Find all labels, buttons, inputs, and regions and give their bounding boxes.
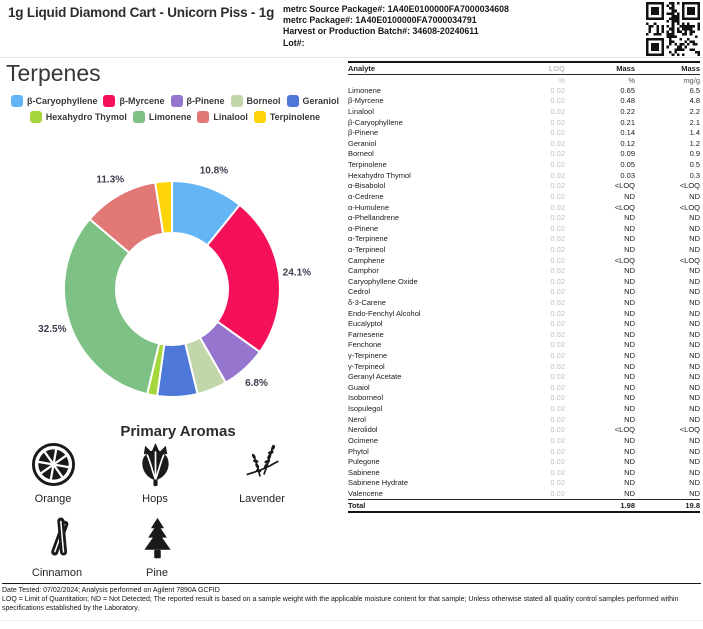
aroma-item-lavender — [219, 440, 305, 505]
terpene-table — [348, 61, 700, 513]
cell-loq: 0.02 — [550, 446, 565, 456]
aroma-label: Orange — [34, 493, 72, 505]
table-row — [348, 287, 700, 298]
cell-mass-pct: 0.09 — [620, 149, 635, 159]
cell-analyte: α-Cedrene — [348, 191, 384, 201]
cell-mass-pct: ND — [624, 213, 635, 223]
table-row — [348, 265, 700, 276]
cell-analyte: β-Pinene — [348, 128, 379, 138]
donut-slice-percentage: 10.8% — [199, 165, 229, 177]
table-row — [348, 180, 700, 191]
table-row — [348, 382, 700, 393]
cell-mass-pct: 0.48 — [620, 96, 635, 106]
cell-mass-mgg: ND — [689, 191, 700, 201]
table-row — [348, 478, 700, 489]
cell-mass-pct: ND — [624, 329, 635, 339]
cell-analyte: β-Caryophyllene — [348, 117, 403, 127]
cell-mass-pct: ND — [624, 382, 635, 392]
aroma-label: Cinnamon — [31, 567, 83, 579]
cell-loq: 0.02 — [550, 329, 565, 339]
cell-mass-pct: ND — [624, 361, 635, 371]
terpene-donut-chart — [27, 144, 317, 434]
legend-swatch — [197, 111, 209, 123]
cell-mass-mgg: ND — [689, 457, 700, 467]
cell-mass-mgg: 4.8 — [689, 96, 700, 106]
cell-mass-mgg: 1.2 — [689, 138, 700, 148]
cell-loq: 0.02 — [550, 223, 565, 233]
legend-swatch — [11, 95, 23, 107]
legend-swatch — [30, 111, 42, 123]
legend-swatch — [231, 95, 243, 107]
qr-code — [646, 2, 700, 56]
cell-analyte: Geranyl Acetate — [348, 372, 402, 382]
cell-analyte: Eucalyptol — [348, 319, 383, 329]
cell-mass-pct: ND — [624, 308, 635, 318]
cell-mass-pct: ND — [624, 276, 635, 286]
donut-slice-percentage: 6.8% — [245, 377, 268, 389]
cell-loq: 0.02 — [550, 361, 565, 371]
cell-mass-mgg: ND — [689, 361, 700, 371]
metrc-package: metrc Package#: 1A40E0100000FA7000034791 — [283, 15, 477, 26]
cell-mass-pct: 0.03 — [620, 170, 635, 180]
legend-row — [30, 111, 320, 123]
legend-swatch — [133, 111, 145, 123]
cell-analyte: Isopulegol — [348, 404, 383, 414]
table-row — [348, 456, 700, 467]
cell-analyte: Borneol — [348, 149, 374, 159]
cell-mass-mgg: ND — [689, 372, 700, 382]
cell-analyte: Cedrol — [348, 287, 371, 297]
cell-mass-pct: ND — [624, 191, 635, 201]
cell-mass-mgg: ND — [689, 266, 700, 276]
cell-loq: 0.02 — [550, 128, 565, 138]
table-row — [348, 191, 700, 202]
cell-analyte: Sabinene — [348, 467, 380, 477]
table-row — [348, 223, 700, 234]
cell-mass-mgg: ND — [689, 478, 700, 488]
aroma-item-cinnamon — [14, 514, 100, 579]
table-row — [348, 435, 700, 446]
cell-loq: 0.02 — [550, 457, 565, 467]
cell-mass-pct: ND — [624, 223, 635, 233]
donut-slice-percentage: 32.5% — [38, 323, 67, 335]
cell-mass-mgg: ND — [689, 234, 700, 244]
cell-mass-pct: ND — [624, 457, 635, 467]
table-row — [348, 393, 700, 404]
primary-aromas-heading: Primary Aromas — [120, 423, 236, 440]
cell-mass-pct: <LOQ — [614, 255, 635, 265]
table-row — [348, 329, 700, 340]
cell-mass-mgg: ND — [689, 351, 700, 361]
cell-mass-pct: <LOQ — [614, 181, 635, 191]
terpene-table-body — [348, 85, 700, 499]
cell-analyte: γ-Terpinene — [348, 351, 388, 361]
cell-mass-pct: 0.65 — [620, 85, 635, 95]
cell-analyte: α-Pinene — [348, 223, 379, 233]
unit-mass-mgg: mg/g — [683, 75, 700, 85]
legend-item — [231, 95, 281, 107]
aroma-label: Pine — [145, 567, 169, 579]
cell-mass-pct: ND — [624, 351, 635, 361]
lavender-icon — [239, 441, 285, 487]
cell-loq: 0.02 — [550, 414, 565, 424]
pine-icon — [135, 516, 180, 561]
cell-mass-mgg: <LOQ — [679, 202, 700, 212]
legend-label: β-Caryophyllene — [26, 96, 98, 106]
table-total-row — [348, 499, 700, 513]
cell-mass-pct: <LOQ — [614, 425, 635, 435]
table-row — [348, 276, 700, 287]
table-row — [348, 85, 700, 96]
cell-mass-mgg: ND — [689, 340, 700, 350]
cell-analyte: Valencene — [348, 488, 383, 498]
cell-loq: 0.02 — [550, 85, 565, 95]
cell-mass-mgg: <LOQ — [679, 181, 700, 191]
loq-definition-line: LOQ = Limit of Quantitation; ND = Not Detected; The reported result is based on a sample weight with the applicable moisture content for that sample; Unless otherwise stated all quality control samples performed within specifications established by the Laboratory. — [2, 596, 679, 613]
cell-analyte: α-Bisabolol — [348, 181, 386, 191]
cell-mass-mgg: 0.5 — [689, 160, 700, 170]
donut-slice — [64, 219, 159, 394]
cell-mass-mgg: 6.5 — [689, 85, 700, 95]
table-row — [348, 159, 700, 170]
legend-label: Borneol — [246, 96, 281, 106]
cell-loq: 0.02 — [550, 191, 565, 201]
cell-mass-pct: ND — [624, 287, 635, 297]
table-row — [348, 234, 700, 245]
legend-swatch — [103, 95, 115, 107]
cell-mass-pct: ND — [624, 467, 635, 477]
cell-analyte: Nerol — [348, 414, 366, 424]
cell-mass-mgg: ND — [689, 488, 700, 498]
aroma-label: Lavender — [239, 493, 285, 505]
cell-analyte: Endo-Fenchyl Alcohol — [348, 308, 421, 318]
cell-loq: 0.02 — [550, 382, 565, 392]
cell-loq: 0.02 — [550, 170, 565, 180]
table-row — [348, 340, 700, 351]
table-row — [348, 425, 700, 436]
cell-mass-mgg: 1.4 — [689, 128, 700, 138]
cell-mass-pct: ND — [624, 297, 635, 307]
cell-loq: 0.02 — [550, 96, 565, 106]
cell-loq: 0.02 — [550, 308, 565, 318]
cell-loq: 0.02 — [550, 488, 565, 498]
header-mass-mgg: Mass — [681, 64, 700, 73]
aroma-item-hops — [112, 440, 198, 505]
header-analyte: Analyte — [348, 64, 376, 73]
aroma-item-orange — [10, 440, 96, 505]
cell-loq: 0.02 — [550, 478, 565, 488]
cell-loq: 0.02 — [550, 244, 565, 254]
cell-mass-pct: ND — [624, 435, 635, 445]
table-row — [348, 488, 700, 499]
table-row — [348, 361, 700, 372]
cell-analyte: β-Myrcene — [348, 96, 384, 106]
cell-analyte: Terpinolene — [348, 160, 387, 170]
donut-slice-percentage: 11.3% — [96, 174, 125, 186]
cell-loq: 0.02 — [550, 425, 565, 435]
donut-slice-percentage: 24.1% — [282, 267, 312, 279]
header-mass-pct: Mass — [616, 64, 635, 73]
cell-analyte: Fenchone — [348, 340, 382, 350]
cell-analyte: α-Humulene — [348, 202, 390, 212]
total-label: Total — [348, 500, 366, 510]
cell-mass-mgg: ND — [689, 414, 700, 424]
legend-swatch — [254, 111, 266, 123]
cell-analyte: Limonene — [348, 85, 381, 95]
aroma-item-pine — [114, 514, 200, 579]
cell-mass-mgg: ND — [689, 435, 700, 445]
cell-mass-mgg: ND — [689, 382, 700, 392]
legend-item — [287, 95, 340, 107]
table-row — [348, 244, 700, 255]
cell-loq: 0.02 — [550, 276, 565, 286]
cell-mass-mgg: ND — [689, 287, 700, 297]
cell-loq: 0.02 — [550, 213, 565, 223]
cell-analyte: Camphor — [348, 266, 379, 276]
page-bottom-edge — [0, 620, 703, 621]
cell-loq: 0.02 — [550, 435, 565, 445]
cell-mass-mgg: ND — [689, 393, 700, 403]
total-mass-mgg: 19.8 — [685, 500, 700, 510]
cell-loq: 0.02 — [550, 234, 565, 244]
cell-mass-mgg: ND — [689, 319, 700, 329]
cell-loq: 0.02 — [550, 138, 565, 148]
table-units-row — [348, 75, 700, 85]
cell-loq: 0.02 — [550, 340, 565, 350]
cell-analyte: Guaiol — [348, 382, 370, 392]
table-row — [348, 414, 700, 425]
cell-loq: 0.02 — [550, 372, 565, 382]
cell-loq: 0.02 — [550, 149, 565, 159]
orange-icon — [30, 441, 77, 488]
cell-mass-mgg: <LOQ — [679, 255, 700, 265]
date-tested-line: Date Tested: 07/02/2024; Analysis performed on Agilent 7890A GCFID — [2, 587, 220, 594]
terpene-legend — [0, 95, 350, 123]
cell-loq: 0.02 — [550, 467, 565, 477]
cell-analyte: Caryophyllene Oxide — [348, 276, 418, 286]
cell-mass-pct: ND — [624, 340, 635, 350]
cell-mass-pct: ND — [624, 414, 635, 424]
cell-analyte: δ-3-Carene — [348, 297, 386, 307]
cell-mass-pct: ND — [624, 404, 635, 414]
cell-loq: 0.02 — [550, 181, 565, 191]
cell-mass-pct: ND — [624, 393, 635, 403]
legend-swatch — [287, 95, 299, 107]
footer-disclaimer — [2, 583, 701, 614]
cell-analyte: α-Terpineol — [348, 244, 386, 254]
cinnamon-icon — [35, 516, 80, 561]
cell-mass-mgg: ND — [689, 329, 700, 339]
legend-item — [103, 95, 164, 107]
cell-mass-pct: ND — [624, 478, 635, 488]
cell-loq: 0.02 — [550, 297, 565, 307]
cell-analyte: Isoborneol — [348, 393, 384, 403]
cell-mass-mgg: ND — [689, 404, 700, 414]
cell-analyte: Camphene — [348, 255, 385, 265]
table-row — [348, 127, 700, 138]
cell-mass-pct: ND — [624, 446, 635, 456]
table-row — [348, 308, 700, 319]
table-row — [348, 170, 700, 181]
legend-label: Terpinolene — [269, 112, 321, 122]
cell-loq: 0.02 — [550, 160, 565, 170]
table-row — [348, 350, 700, 361]
cell-mass-mgg: 0.9 — [689, 149, 700, 159]
cell-loq: 0.02 — [550, 117, 565, 127]
table-row — [348, 212, 700, 223]
cell-mass-pct: 0.21 — [620, 117, 635, 127]
legend-label: β-Pinene — [186, 96, 225, 106]
table-row — [348, 202, 700, 213]
cell-mass-mgg: ND — [689, 276, 700, 286]
header-divider — [0, 57, 703, 58]
cell-loq: 0.02 — [550, 287, 565, 297]
legend-label: Hexahydro Thymol — [45, 112, 127, 122]
cell-mass-pct: ND — [624, 319, 635, 329]
table-row — [348, 467, 700, 478]
cell-mass-pct: ND — [624, 372, 635, 382]
lot-number: Lot#: — [283, 37, 305, 48]
table-row — [348, 106, 700, 117]
cell-mass-mgg: ND — [689, 446, 700, 456]
cell-mass-mgg: ND — [689, 223, 700, 233]
cell-loq: 0.02 — [550, 107, 565, 117]
cell-analyte: Linalool — [348, 107, 374, 117]
legend-label: Limonene — [148, 112, 192, 122]
cell-mass-mgg: ND — [689, 308, 700, 318]
table-row — [348, 255, 700, 266]
table-row — [348, 117, 700, 128]
cell-analyte: γ-Terpineol — [348, 361, 385, 371]
table-row — [348, 138, 700, 149]
cell-analyte: α-Terpinene — [348, 234, 388, 244]
cell-analyte: Sabinene Hydrate — [348, 478, 409, 488]
cell-loq: 0.02 — [550, 351, 565, 361]
cell-loq: 0.02 — [550, 319, 565, 329]
cell-analyte: Hexahydro Thymol — [348, 170, 411, 180]
cell-mass-pct: ND — [624, 244, 635, 254]
legend-item — [254, 111, 320, 123]
cell-analyte: Pulegone — [348, 457, 380, 467]
cell-mass-pct: ND — [624, 488, 635, 498]
cell-mass-mgg: 2.1 — [689, 117, 700, 127]
legend-item — [171, 95, 225, 107]
table-row — [348, 446, 700, 457]
table-row — [348, 371, 700, 382]
legend-item — [11, 95, 98, 107]
cell-loq: 0.02 — [550, 202, 565, 212]
cell-mass-mgg: ND — [689, 244, 700, 254]
legend-label: Geraniol — [302, 96, 340, 106]
legend-row — [11, 95, 339, 107]
cell-analyte: Geraniol — [348, 138, 377, 148]
unit-loq: % — [558, 75, 565, 85]
metrc-source-package: metrc Source Package#: 1A40E0100000FA7000034608 — [283, 4, 509, 14]
cell-analyte: Ocimene — [348, 435, 379, 445]
cell-mass-mgg: <LOQ — [679, 425, 700, 435]
cell-mass-pct: 0.12 — [620, 138, 635, 148]
legend-item — [133, 111, 192, 123]
cell-mass-pct: 0.05 — [620, 160, 635, 170]
legend-item — [197, 111, 248, 123]
legend-item — [30, 111, 127, 123]
cell-mass-mgg: 2.2 — [689, 107, 700, 117]
unit-mass-pct: % — [628, 75, 635, 85]
harvest-batch: Harvest or Production Batch#: 34608-20240611 — [283, 26, 479, 37]
header-loq: LOQ — [548, 64, 565, 73]
table-row — [348, 403, 700, 414]
aroma-label: Hops — [142, 493, 168, 505]
cell-analyte: Nerolidol — [348, 425, 378, 435]
cell-mass-pct: ND — [624, 266, 635, 276]
cell-mass-mgg: ND — [689, 213, 700, 223]
cell-loq: 0.02 — [550, 393, 565, 403]
cell-mass-mgg: ND — [689, 297, 700, 307]
cell-analyte: Farnesene — [348, 329, 384, 339]
table-header-row — [348, 61, 700, 75]
table-row — [348, 318, 700, 329]
legend-label: Linalool — [213, 112, 248, 122]
legend-swatch — [171, 95, 183, 107]
cell-mass-pct: <LOQ — [614, 202, 635, 212]
cell-mass-mgg: ND — [689, 467, 700, 477]
cell-mass-mgg: 0.3 — [689, 170, 700, 180]
legend-label: β-Myrcene — [119, 96, 165, 106]
table-row — [348, 297, 700, 308]
product-title: 1g Liquid Diamond Cart - Unicorn Piss - 1g — [8, 5, 275, 20]
table-row — [348, 96, 700, 107]
cell-loq: 0.02 — [550, 255, 565, 265]
hops-icon — [133, 442, 178, 487]
cell-analyte: α-Phellandrene — [348, 213, 400, 223]
cell-loq: 0.02 — [550, 404, 565, 414]
cell-loq: 0.02 — [550, 266, 565, 276]
table-row — [348, 149, 700, 160]
cell-mass-pct: ND — [624, 234, 635, 244]
total-mass-pct: 1.98 — [620, 500, 635, 510]
cell-mass-pct: 0.22 — [620, 107, 635, 117]
metrc-info-block — [283, 4, 509, 49]
cell-analyte: Phytol — [348, 446, 369, 456]
cell-mass-pct: 0.14 — [620, 128, 635, 138]
terpenes-heading: Terpenes — [6, 60, 101, 86]
